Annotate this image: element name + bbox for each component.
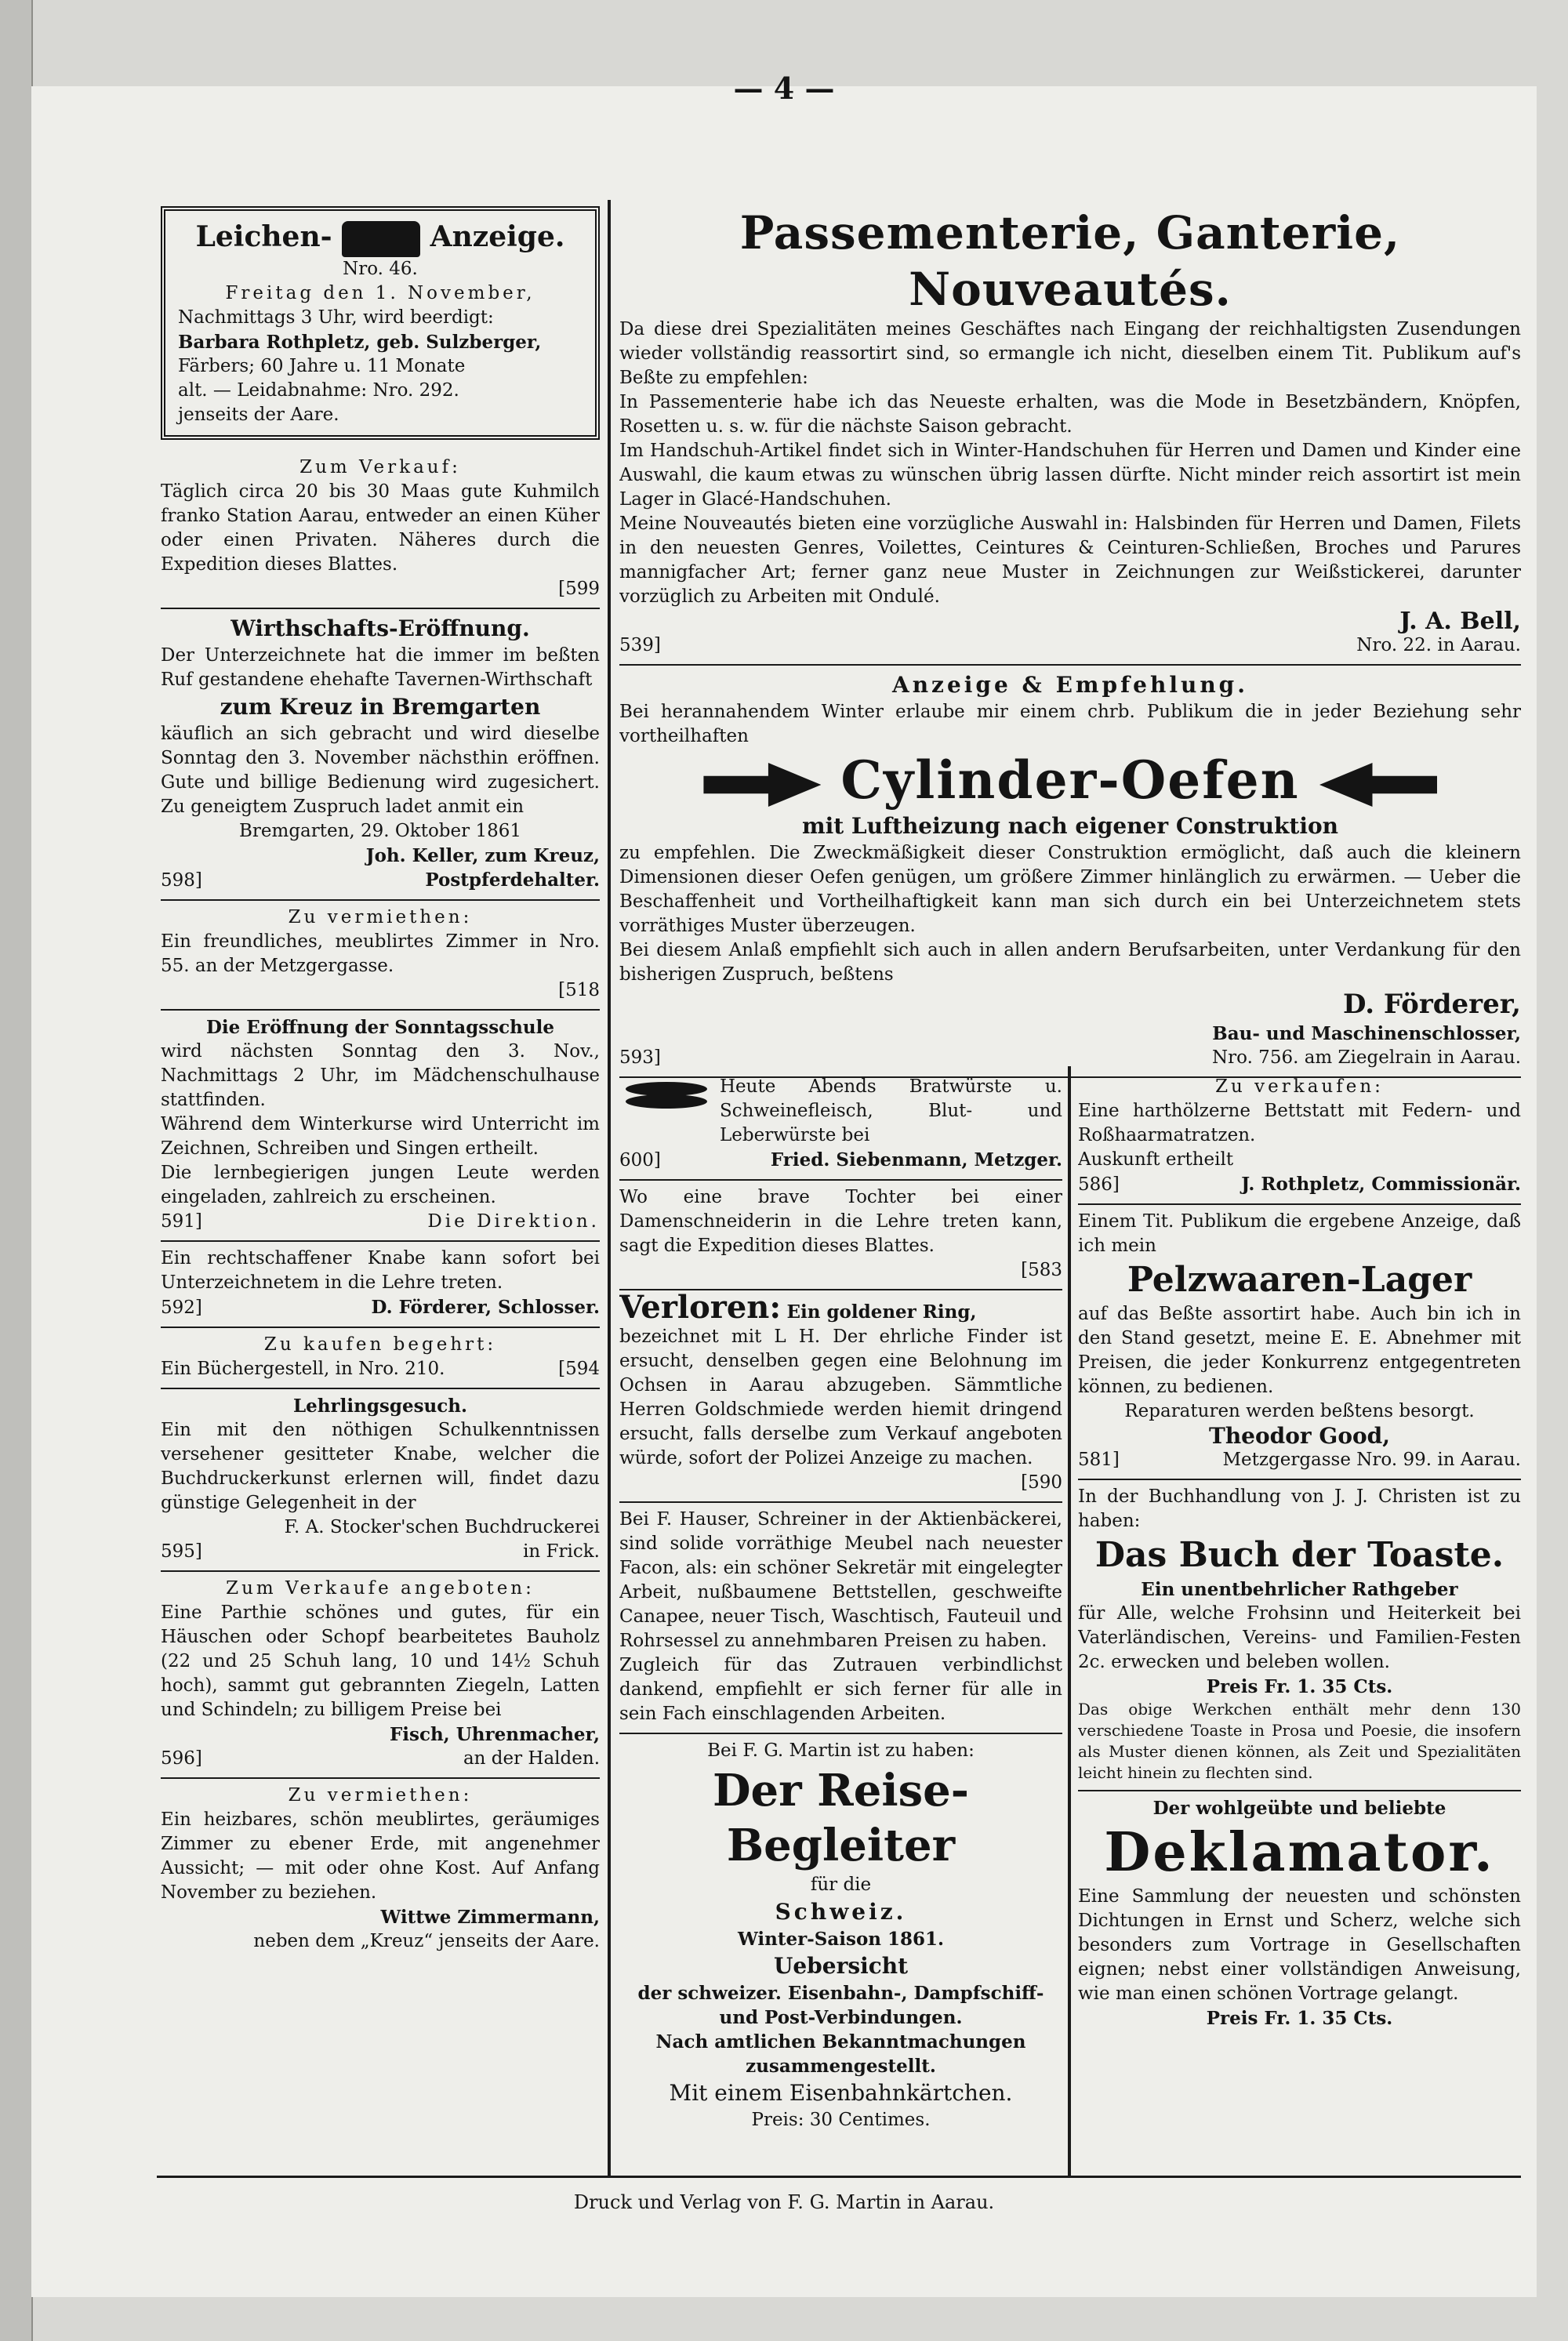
printer-text: Ein mit den nöthigen Schulkenntnissen versehener gesitteter Knabe, welcher die Buchdruckerkunst erlernen will, findet dazu günstige Gelegenheit in der — [161, 1420, 600, 1513]
ad-tavern — [161, 609, 600, 901]
furs-text-2: Reparaturen werden beßtens besorgt. — [1124, 1401, 1475, 1421]
sausage-text: Heute Abends Bratwürste u. Schweinefleisch, Blut- und Leberwürste bei — [720, 1076, 1062, 1145]
boy-sig: D. Förderer, Schlosser. — [371, 1297, 600, 1318]
guide-season: Winter-Saison 1861. — [737, 1929, 945, 1950]
furniture-text: Bei F. Hauser, Schreiner in der Aktienbäckerei, sind solide vorräthige Meubel nach neuester Facon, als: ein schöner Sekretär mit eingelegter Arbeit, nußbaumene Bettstellen, geschweifte Canapee, neuer Tisch, Waschtisch, Fauteuil und Rohrsessel zu annehmbaren Preisen zu haben. — [619, 1509, 1062, 1651]
toasts-price: Preis Fr. 1. 35 Cts. — [1206, 1676, 1393, 1697]
column-wide — [619, 200, 1521, 1078]
death-name: Barbara Rothpletz, geb. Sulzberger, — [178, 332, 542, 353]
page-number: — 4 — — [733, 71, 835, 106]
lost-head: Verloren: — [619, 1289, 782, 1326]
stoves-head: Anzeige & Empfehlung. — [891, 672, 1249, 698]
toasts-title: Das Buch der Toaste. — [1094, 1535, 1504, 1575]
passementerie-p3: Im Handschuh-Artikel findet sich in Winter-Handschuhen für Herren und Damen und Kinder eine Auswahl, die kaum etwas zu wünschen übrig lassen dürfte. Nicht minder reich assortirt ist mein Lager in Glacé-Handschuhen. — [619, 441, 1521, 510]
book-binding-edge — [0, 0, 33, 2341]
column-left — [161, 200, 600, 1960]
toasts-text-2: Das obige Werkchen enthält mehr denn 130 verschiedene Toaste in Prosa und Poesie, die insofern als Muster dienen können, als Zeit und Spezialitäten leicht hinein zu flechten sind. — [1078, 1700, 1521, 1782]
shelf-num: [594 — [558, 1359, 600, 1379]
bed-text-2: Auskunft ertheilt — [1078, 1149, 1234, 1170]
stoves-sig-3: Nro. 756. am Ziegelrain in Aarau. — [1212, 1047, 1521, 1068]
column-right — [1078, 1070, 1521, 2037]
furs-sig: Theodor Good, — [1208, 1423, 1391, 1449]
death-line-5: alt. — Leidabnahme: Nro. 292. — [178, 380, 459, 401]
passementerie-p4: Meine Nouveautés bieten eine vorzügliche Auswahl in: Halsbinden für Herren und Damen, Filets in den neuesten Genres, Voilettes, Ceintures & Ceinturen-Schließen, Broches und Parures mannigfacher Art; ferner ganz neue Muster in Zeichnungen zur Weißstickerei, darunter vorzüglich zu Arbeiten mit Ondulé. — [619, 514, 1521, 607]
ad-stoves — [619, 666, 1521, 1078]
shelf-text: Ein Büchergestell, in Nro. 210. — [161, 1359, 445, 1379]
passementerie-sig-2: Nro. 22. in Aarau. — [1356, 635, 1521, 655]
milk-text: Täglich circa 20 bis 30 Maas gute Kuhmilch franko Station Aarau, entweder an einen Küher oder einen Privaten. Näheres durch die Expedition dieses Blattes. — [161, 481, 600, 575]
room2-head: Zu vermiethen: — [288, 1785, 473, 1806]
school-text-2: Während dem Winterkurse wird Unterricht im Zeichnen, Schreiben und Singen ertheilt. — [161, 1114, 600, 1159]
decl-head: Der wohlgeübte und beliebte — [1152, 1798, 1446, 1819]
furs-num: 581] — [1078, 1450, 1120, 1470]
room1-num: [518 — [558, 980, 600, 1000]
tavern-sig: Joh. Keller, zum Kreuz, — [365, 845, 600, 866]
lost-text: bezeichnet mit L H. Der ehrliche Finder ist ersucht, denselben gegen eine Belohnung im Ochsen in Aarau abzugeben. Sämmtliche Herren Goldschmiede werden hiemit dringend ersucht, falls derselbe zum Verkauf angeboten würde, sofort der Polizei Anzeige zu machen. — [619, 1327, 1062, 1468]
school-text-3: Die lernbegierigen jungen Leute werden eingeladen, zahlreich zu erscheinen. — [161, 1163, 600, 1207]
death-number: Nro. 46. — [343, 259, 418, 279]
passementerie-num: 539] — [619, 635, 661, 655]
ad-apprentice-boy — [161, 1242, 600, 1328]
school-num: 591] — [161, 1211, 202, 1232]
milk-head: Zum Verkauf: — [299, 457, 461, 477]
column-middle — [619, 1070, 1062, 2139]
lost-num: [590 — [1021, 1472, 1062, 1493]
timber-head: Zum Verkaufe angeboten: — [226, 1578, 535, 1599]
passementerie-sig: J. A. Bell, — [1399, 608, 1521, 635]
room1-text: Ein freundliches, meublirtes Zimmer in Nro. 55. an der Metzgergasse. — [161, 931, 600, 976]
death-date: Freitag den 1. November, — [225, 283, 535, 303]
seamstress-num: [583 — [1021, 1260, 1062, 1280]
ad-sunday-school — [161, 1011, 600, 1242]
room1-head: Zu vermiethen: — [288, 907, 473, 927]
printer-sig: F. A. Stocker'schen Buchdruckerei — [284, 1517, 600, 1537]
furs-intro: Einem Tit. Publikum die ergebene Anzeige, daß ich mein — [1078, 1211, 1521, 1256]
guide-price: Preis: 30 Centimes. — [751, 2110, 931, 2130]
toasts-text: für Alle, welche Frohsinn und Heiterkeit bei Vaterländischen, Vereins- und Familien-Festen 2c. erwecken und beleben wollen. — [1078, 1603, 1521, 1672]
ad-furniture — [619, 1503, 1062, 1734]
timber-sig-2: an der Halden. — [463, 1748, 600, 1769]
sausage-sig: Fried. Siebenmann, Metzger. — [770, 1149, 1062, 1170]
coffin-icon — [342, 221, 420, 257]
ad-furs — [1078, 1205, 1521, 1480]
stoves-p2: zu empfehlen. Die Zweckmäßigkeit dieser Construktion ermöglicht, daß auch die kleinern Dimensionen dieser Oefen genügen, um größere Zimmer hinlänglich zu erwärmen. — Ueber die Beschaffenheit und Vortheilhaftigkeit kann man sich durch ein bei Unterzeichnetem stets vorräthiges Muster überzeugen. — [619, 843, 1521, 936]
passementerie-p2: In Passementerie habe ich das Neueste erhalten, was die Mode in Besetzbändern, Knöpfen, Rosetten u. s. w. für die nächste Saison gebracht. — [619, 392, 1521, 437]
tavern-text-2: käuflich an sich gebracht und wird dieselbe Sonntag den 3. November nächsthin eröffnen. Gute und billige Bedienung wird zugesichert. Zu geneigtem Zuspruch ladet anmit ein — [161, 724, 600, 817]
death-title-right: Anzeige. — [430, 220, 565, 253]
stoves-num: 593] — [619, 1047, 661, 1068]
printer-num: 595] — [161, 1541, 202, 1562]
stoves-sub: mit Luftheizung nach eigener Construktion — [801, 813, 1339, 839]
ad-room-1 — [161, 901, 600, 1011]
decl-title: Deklamator. — [1104, 1821, 1495, 1884]
ad-toasts — [1078, 1480, 1521, 1791]
ad-travel-guide — [619, 1734, 1062, 2139]
guide-schweiz: Schweiz. — [775, 1899, 907, 1925]
sausage-num: 600] — [619, 1150, 661, 1170]
tavern-place: Bremgarten, 29. Oktober 1861 — [239, 821, 521, 841]
decl-text: Eine Sammlung der neuesten und schönsten Dichtungen in Ernst und Scherz, welche sich besonders zum Vortrage in Gesellschaften eignen; nebst einer vollständigen Anweisung, wie man einen schönen Vortrage gelangt. — [1078, 1886, 1521, 2004]
furs-title: Pelzwaaren-Lager — [1127, 1260, 1472, 1300]
printer-sig-2: in Frick. — [523, 1541, 600, 1562]
ad-bookshelf — [161, 1328, 600, 1389]
school-text-1: wird nächsten Sonntag den 3. Nov., Nachmittags 2 Uhr, im Mädchenschulhause stattfinden. — [161, 1041, 600, 1110]
stoves-p3: Bei diesem Anlaß empfiehlt sich auch in allen andern Berufsarbeiten, unter Verdankung für den bisherigen Zuspruch, beßtens — [619, 940, 1521, 985]
stoves-title: Cylinder-Oefen — [840, 749, 1300, 811]
guide-l2: Nach amtlichen Bekanntmachungen zusammengestellt. — [655, 2031, 1026, 2077]
stoves-p1: Bei herannahendem Winter erlaube mir einem chrb. Publikum die in jeder Beziehung sehr vortheilhaften — [619, 702, 1521, 746]
furs-sig-2: Metzgergasse Nro. 99. in Aarau. — [1222, 1450, 1521, 1470]
tavern-sig-2: Postpferdehalter. — [425, 869, 600, 891]
milk-num: [599 — [558, 579, 600, 599]
death-line-2: Nachmittags 3 Uhr, wird beerdigt: — [178, 307, 494, 328]
room2-sig-2: neben dem „Kreuz“ jenseits der Aare. — [253, 1931, 600, 1951]
sausage-icon — [619, 1075, 713, 1114]
pointing-hand-icon — [703, 763, 821, 807]
guide-fuer: für die — [810, 1875, 872, 1895]
death-notice — [161, 206, 600, 440]
death-title-left: Leichen- — [195, 220, 332, 253]
guide-ueber: Uebersicht — [773, 1953, 909, 1979]
guide-l1: der schweizer. Eisenbahn-, Dampfschiff- und Post-Verbindungen. — [637, 1983, 1044, 2028]
boy-text: Ein rechtschaffener Knabe kann sofort bei Unterzeichnetem in die Lehre treten. — [161, 1248, 600, 1293]
printer-head: Lehrlingsgesuch. — [293, 1396, 467, 1417]
ad-lost-ring — [619, 1290, 1062, 1503]
ad-declamator — [1078, 1791, 1521, 2037]
timber-text: Eine Parthie schönes und gutes, für ein Häuschen oder Schopf bearbeitetes Bauholz (22 und 25 Schuh lang, 10 und 14½ Schuh hoch), sammt gut gebrannten Ziegeln, Latten und Schindeln; zu billigem Preise bei — [161, 1602, 600, 1720]
shelf-head: Zu kaufen begehrt: — [263, 1334, 497, 1355]
tavern-text-1: Der Unterzeichnete hat die immer im beßten Ruf gestandene ehehafte Tavernen-Wirthschaft — [161, 645, 600, 690]
room2-sig: Wittwe Zimmermann, — [380, 1907, 600, 1928]
boy-num: 592] — [161, 1298, 202, 1318]
tavern-num: 598] — [161, 870, 202, 891]
passementerie-title: Passementerie, Ganterie, Nouveautés. — [739, 206, 1401, 316]
tavern-name: zum Kreuz in Bremgarten — [220, 694, 541, 720]
bed-head: Zu verkaufen: — [1215, 1076, 1384, 1097]
death-line-6: jenseits der Aare. — [178, 405, 339, 425]
school-sig: Die Direktion. — [427, 1211, 600, 1232]
ad-sausages — [619, 1070, 1062, 1181]
toasts-sub: Ein unentbehrlicher Rathgeber — [1141, 1579, 1458, 1600]
bed-sig: J. Rothpletz, Commissionär. — [1241, 1174, 1521, 1195]
stoves-sig: D. Förderer, — [1342, 989, 1521, 1020]
tavern-head: Wirthschafts-Eröffnung. — [230, 615, 530, 641]
pointing-hand-icon — [1319, 763, 1437, 807]
furniture-text-2: Zugleich für das Zutrauen verbindlichst dankend, empfiehlt er sich ferner für alle in sein Fach einschlagenden Arbeiten. — [619, 1655, 1062, 1724]
room2-text: Ein heizbares, schön meublirtes, geräumiges Zimmer zu ebener Erde, mit angenehmer Aussicht; — mit oder ohne Kost. Auf Anfang November zu beziehen. — [161, 1809, 600, 1903]
ad-bed — [1078, 1070, 1521, 1205]
ad-apprentice-printer — [161, 1389, 600, 1572]
ad-seamstress — [619, 1181, 1062, 1290]
timber-sig: Fisch, Uhrenmacher, — [389, 1724, 600, 1745]
ad-timber — [161, 1572, 600, 1779]
column-rule-left — [608, 200, 611, 2176]
death-line-4: Färbers; 60 Jahre u. 11 Monate — [178, 356, 466, 376]
guide-title: Der Reise-Begleiter — [712, 1765, 970, 1871]
ad-milk — [161, 451, 600, 609]
column-rule-right — [1068, 1066, 1071, 2176]
imprint: Druck und Verlag von F. G. Martin in Aarau. — [573, 2191, 995, 2213]
guide-intro: Bei F. G. Martin ist zu haben: — [707, 1740, 975, 1761]
footer-rule — [157, 2176, 1521, 2178]
ad-passementerie — [619, 200, 1521, 666]
decl-price: Preis Fr. 1. 35 Cts. — [1206, 2008, 1393, 2029]
ad-room-2 — [161, 1779, 600, 1960]
passementerie-p1: Da diese drei Spezialitäten meines Geschäftes nach Eingang der reichhaltigsten Zusendungen wieder vollständig reassortirt sind, so ermangle ich nicht, dieselben einem Tit. Publikum auf's Beßte zu empfehlen: — [619, 319, 1521, 388]
toasts-intro: In der Buchhandlung von J. J. Christen ist zu haben: — [1078, 1486, 1521, 1531]
lost-first: Ein goldener Ring, — [786, 1301, 977, 1323]
bed-text: Eine harthölzerne Bettstatt mit Federn- und Roßhaarmatratzen. — [1078, 1101, 1521, 1145]
stoves-sig-2: Bau- und Maschinenschlosser, — [1212, 1023, 1521, 1044]
seamstress-text: Wo eine brave Tochter bei einer Damenschneiderin in die Lehre treten kann, sagt die Expedition dieses Blattes. — [619, 1187, 1062, 1256]
school-head: Die Eröffnung der Sonntagsschule — [205, 1017, 554, 1038]
furs-text: auf das Beßte assortirt habe. Auch bin ich in den Stand gesetzt, meine E. E. Abnehmer mit Preisen, die jeder Konkurrenz entgegentreten können, zu bedienen. — [1078, 1304, 1521, 1397]
timber-num: 596] — [161, 1748, 202, 1769]
bed-num: 586] — [1078, 1174, 1120, 1195]
guide-l3: Mit einem Eisenbahnkärtchen. — [669, 2080, 1013, 2106]
